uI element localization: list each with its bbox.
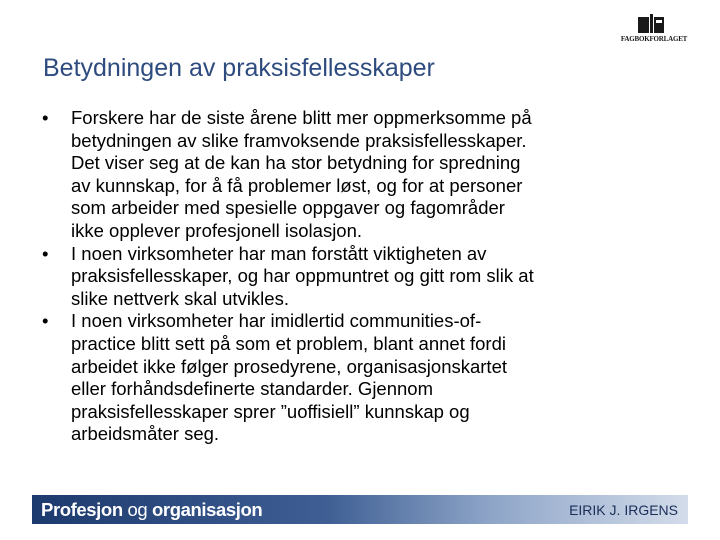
- bullet-marker: •: [42, 107, 49, 128]
- book-title: [41, 499, 262, 521]
- bullet-line: Forskere har de siste årene blitt mer oppmerksomme på: [71, 107, 532, 128]
- footer-banner: [32, 495, 688, 524]
- book-title-word: Profesjon: [41, 499, 123, 520]
- bullet-line: arbeidet ikke følger prosedyrene, organisasjonskartet: [71, 355, 508, 377]
- bullet-item: [34, 310, 684, 446]
- bullet-line: arbeidsmåter seg.: [71, 423, 220, 445]
- bullet-line: I noen virksomheter har man forstått viktigheten av: [71, 242, 487, 264]
- bullet-line: praksisfellesskaper, og har oppmuntret og gitt rom slik at: [71, 265, 534, 287]
- bullet-item: [34, 243, 684, 311]
- bullet-line: som arbeider med spesielle oppgaver og fagområder: [71, 197, 505, 219]
- bullet-line: Det viser seg at de kan ha stor betydning for spredning: [71, 152, 521, 174]
- book-title-word: og: [127, 499, 148, 520]
- bullet-line: ikke opplever profesjonell isolasjon.: [71, 219, 363, 241]
- bullet-line: praksisfellesskaper sprer ”uoffisiell” kunnskap og: [71, 400, 470, 422]
- bullet-line: slike nettverk skal utvikles.: [71, 287, 289, 309]
- bullet-marker: •: [42, 242, 49, 264]
- publisher-name: FAGBOKFORLAGET: [620, 35, 688, 43]
- bullet-line: eller forhåndsdefinerte standarder. Gjennom: [71, 378, 433, 400]
- bullet-item: [34, 107, 684, 243]
- publisher-logo: [618, 14, 690, 46]
- bullet-line: I noen virksomheter har imidlertid communities-of-: [71, 310, 482, 332]
- bullet-line: betydningen av slike framvoksende praksisfellesskaper.: [71, 129, 527, 151]
- bullet-marker: •: [42, 310, 49, 332]
- book-title-word: organisasjon: [152, 499, 263, 520]
- author-name: EIRIK J. IRGENS: [569, 502, 678, 518]
- book-icon: [638, 14, 664, 34]
- bullet-line: practice blitt sett på som et problem, blant annet fordi: [71, 332, 506, 354]
- slide-title: Betydningen av praksisfellesskaper: [43, 54, 435, 82]
- bullet-list: [34, 107, 684, 446]
- bullet-line: av kunnskap, for å få problemer løst, og for at personer: [71, 174, 523, 196]
